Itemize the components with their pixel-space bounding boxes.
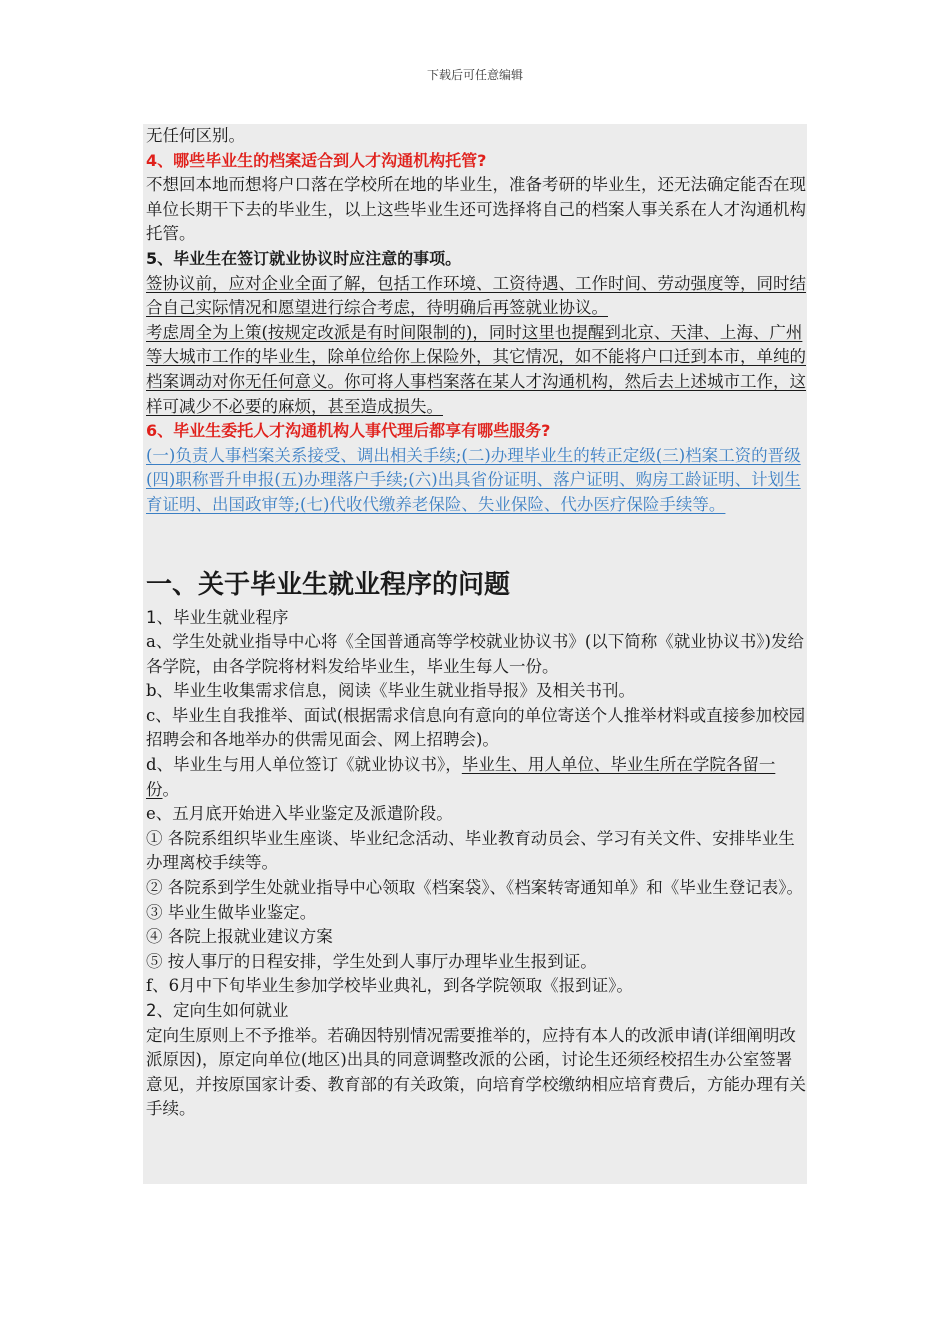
step-e-1: ① 各院系组织毕业生座谈、毕业纪念活动、毕业教育动员会、学习有关文件、安排毕业生办理离校手续等。 [146, 828, 795, 873]
step-b: b、毕业生收集需求信息，阅读《毕业生就业指导报》及相关书刊。 [146, 681, 636, 701]
step-d-underlined: 毕业生、用人单位、毕业生所在学院各留一份 [146, 755, 776, 799]
answer-4: 不想回本地而想将户口落在学校所在地的毕业生，准备考研的毕业生，还无法确定能否在现单位长期干下去的毕业生，以上这些毕业生还可选择将自己的档案人事关系在人才沟通机构托管。 [146, 175, 806, 244]
item-2-text: 定向生原则上不予推举。若确因特别情况需要推举的，应持有本人的改派申请(详细阐明改派原因)，原定向单位(地区)出具的同意调整改派的公函，讨论生还须经校招生办公室签署意见，并按原国家计委、教育部的有关政策，向培育学校缴纳相应培育费后，方能办理有关手续。 [146, 1025, 806, 1119]
step-e-3: ③ 毕业生做毕业鉴定。 [146, 902, 317, 922]
step-d-end: 。 [162, 779, 179, 799]
item-1-title: 1、毕业生就业程序 [146, 607, 289, 627]
item-2-title: 2、定向生如何就业 [146, 1001, 289, 1020]
spacer [146, 518, 806, 566]
question-5: 5、毕业生在签订就业协议时应注意的事项。 [146, 248, 462, 268]
answer-6: (一)负责人事档案关系接受、调出相关手续;(二)办理毕业生的转正定级(三)档案工资的晋级(四)职称晋升申报(五)办理落户手续;(六)出具省份证明、落户证明、购房工龄证明、计划生育证明、出国政审等;(七)代收代缴养老保险、失业保险、代办医疗保险手续等。 [146, 445, 801, 514]
page-header-note: 下载后可任意编辑 [426, 68, 523, 82]
step-e: e、五月底开始进入毕业鉴定及派遣阶段。 [146, 804, 453, 824]
paragraph-continued: 无任何区别。 [146, 126, 245, 145]
step-f: f、6月中下旬毕业生参加学校毕业典礼，到各学院领取《报到证》。 [146, 976, 633, 996]
answer-5-part-2: 考虑周全为上策(按规定改派是有时间限制的)，同时这里也提醒到北京、天津、上海、广州等大城市工作的毕业生，除单位给你上保险外，其它情况，如不能将户口迁到本市，单纯的档案调动对你无任何意义。你可将人事档案落在某人才沟通机构，然后去上述城市工作，这样可减少不必要的麻烦，甚至造成损失。 [146, 322, 806, 416]
document-body [146, 124, 806, 1122]
step-e-4: ④ 各院上报就业建议方案 [146, 927, 333, 947]
step-d-text: d、毕业生与用人单位签订《就业协议书》， [146, 755, 462, 775]
step-e-2: ② 各院系到学生处就业指导中心领取《档案袋》、《档案转寄通知单》和《毕业生登记表》。 [146, 878, 803, 898]
section-heading: 一、关于毕业生就业程序的问题 [146, 569, 511, 600]
step-d [146, 753, 806, 802]
step-a: a、学生处就业指导中心将《全国普通高等学校就业协议书》(以下简称《就业协议书》)发给各学院，由各学院将材料发给毕业生，毕业生每人一份。 [146, 632, 804, 676]
question-4: 4、哪些毕业生的档案适合到人才沟通机构托管? [146, 150, 487, 170]
question-6: 6、毕业生委托人才沟通机构人事代理后都享有哪些服务? [146, 421, 551, 441]
step-e-5: ⑤ 按人事厅的日程安排，学生处到人事厅办理毕业生报到证。 [146, 951, 597, 971]
answer-5-part-1: 签协议前，应对企业全面了解，包括工作环境、工资待遇、工作时间、劳动强度等，同时结合自己实际情况和愿望进行综合考虑，待明确后再签就业协议。 [146, 273, 806, 318]
step-c: c、毕业生自我推举、面试(根据需求信息向有意向的单位寄送个人推举材料或直接参加校园招聘会和各地举办的供需见面会、网上招聘会)。 [146, 705, 806, 750]
